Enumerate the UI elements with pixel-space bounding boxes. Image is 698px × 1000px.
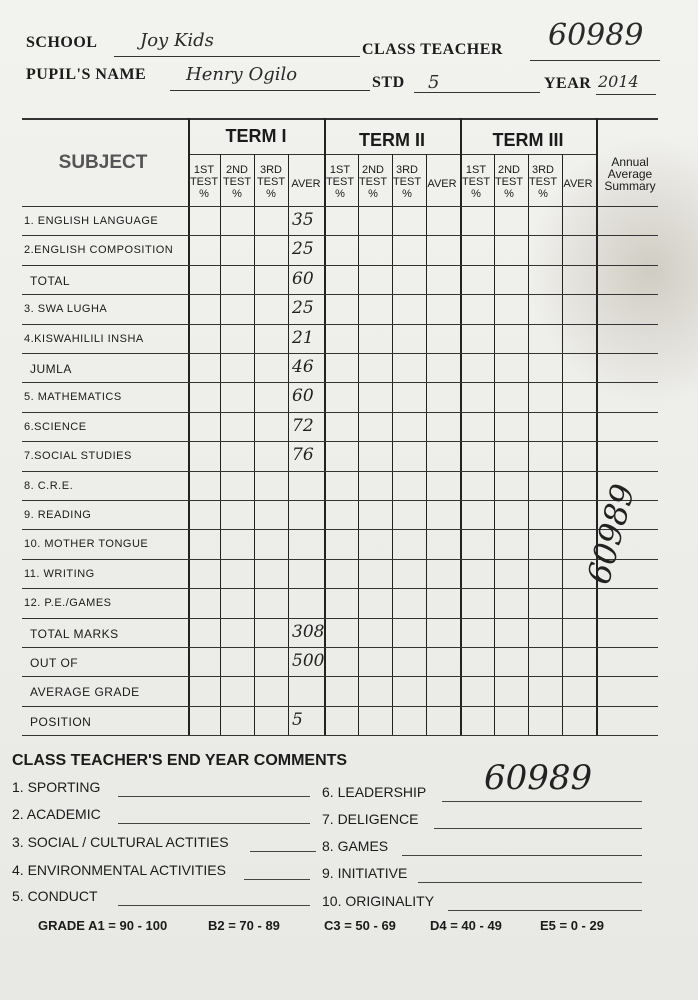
term2-subcol-3: 3RD TEST % [392,164,422,200]
subject-label: 11. WRITING [24,567,95,580]
grade-b2: B2 = 70 - 89 [208,918,280,933]
comment-label-right: 6. LEADERSHIP [322,784,427,800]
term2-subcol-2: 2ND TEST % [358,164,388,200]
comment-label-left: 1. SPORTING [12,779,101,795]
subject-label: 2.ENGLISH COMPOSITION [24,244,174,257]
row-divider [22,618,658,619]
term1-header: TERM I [225,126,287,146]
school-value: Joy Kids [140,30,214,51]
row-divider [22,412,658,413]
school-underline [114,56,360,57]
term1-average-mark: 60 [292,268,314,289]
comment-line-left [118,823,310,824]
subject-label: TOTAL [30,273,71,288]
row-divider [22,529,658,530]
term1-average-mark: 72 [292,415,314,436]
grade-a1: GRADE A1 = 90 - 100 [38,918,168,933]
grade-c3: C3 = 50 - 69 [324,918,396,933]
subject-label: 5. MATHEMATICS [24,391,122,404]
comment-line-left [118,905,310,906]
term3-subcol-3: 3RD TEST % [528,164,558,200]
term2-header: TERM II [359,130,425,150]
row-divider [22,265,658,266]
subject-label: JUMLA [30,362,72,376]
class-teacher-label: CLASS TEACHER [362,41,503,58]
subject-label: POSITION [30,714,92,729]
comment-label-left: 4. ENVIRONMENTAL ACTIVITIES [12,862,226,878]
subject-label: 4.KISWAHILILI INSHA [24,332,144,345]
subject-label: 8. C.R.E. [24,479,74,492]
comment-label-right: 8. GAMES [322,838,389,854]
pupil-name-label: PUPIL'S NAME [26,66,147,83]
comment-label-right: 7. DELIGENCE [322,811,419,827]
grade-e5: E5 = 0 - 29 [540,918,604,933]
comment-line-left [244,879,310,880]
row-divider [22,735,658,736]
row-divider [22,353,658,354]
comments-handwritten-number: 60989 [484,758,593,798]
subject-label: 10. MOTHER TONGUE [24,538,149,551]
comment-line-right [402,855,642,856]
subject-label: TOTAL MARKS [30,626,119,641]
subject-label: 3. SWA LUGHA [24,303,108,316]
comment-line-left [118,796,310,797]
subject-header: SUBJECT [58,152,148,173]
term1-average-mark: 76 [292,445,314,466]
term1-subcol-3: 3RD TEST % [256,164,286,200]
term3-header: TERM III [492,130,564,150]
term3-subcol-2: 2ND TEST % [494,164,524,200]
row-divider [22,559,658,560]
year-value: 2014 [598,72,639,91]
class-teacher-value: 60989 [548,18,644,53]
row-divider [22,676,658,677]
comment-label-right: 9. INITIATIVE [322,865,408,881]
term1-average-mark: 21 [292,327,314,348]
subject-label: 12. P.E./GAMES [24,597,112,610]
comment-line-left [250,851,316,852]
subject-label: 9. READING [24,509,92,521]
comment-label-right: 10. ORIGINALITY [322,893,435,909]
term3-subcol-4: AVER [563,178,593,190]
marks-table [22,118,662,738]
row-divider [22,382,658,383]
row-divider [22,235,658,236]
comment-label-left: 2. ACADEMIC [12,806,101,822]
row-divider [22,324,658,325]
school-label: SCHOOL [26,34,98,51]
subject-label: 7.SOCIAL STUDIES [24,450,132,463]
term1-average-mark: 308 [292,621,325,642]
term1-average-mark: 25 [292,298,314,319]
term1-average-mark: 35 [292,210,314,230]
subject-label: AVERAGE GRADE [30,685,140,700]
term2-subcol-1: 1ST TEST % [325,164,355,200]
year-underline [596,94,656,95]
side-handwritten-number: 60989 [579,479,643,589]
term1-average-mark: 500 [292,651,325,671]
row-divider [22,500,658,501]
pupil-name-underline [170,90,370,91]
class-teacher-underline [530,60,660,61]
subject-label: 6.SCIENCE [24,420,87,433]
pupil-name-value: Henry Ogilo [186,64,298,85]
row-divider [22,588,658,589]
term1-average-mark: 46 [292,357,314,377]
comment-line-right [434,828,642,829]
subject-label: 1. ENGLISH LANGUAGE [24,215,159,227]
comment-line-right [448,910,642,911]
term1-subcol-4: AVER [291,178,321,190]
term1-subcol-1: 1ST TEST % [189,164,219,200]
comment-label-left: 5. CONDUCT [12,888,98,904]
comments-title: CLASS TEACHER'S END YEAR COMMENTS [12,752,348,769]
row-divider [22,471,658,472]
subject-label: OUT OF [30,656,79,670]
row-divider [22,647,658,648]
term3-subcol-1: 1ST TEST % [461,164,491,200]
term1-average-mark: 5 [292,709,303,730]
term2-subcol-4: AVER [427,178,457,190]
row-divider [22,706,658,707]
comment-line-right [442,801,642,802]
year-label: YEAR [544,75,592,92]
term1-average-mark: 60 [292,386,314,407]
comment-line-right [418,882,642,883]
std-value: 5 [428,72,440,93]
row-divider [22,294,658,295]
std-label: STD [372,74,405,91]
table-header-divider [22,206,658,207]
comment-label-left: 3. SOCIAL / CULTURAL ACTITIES [12,834,229,850]
term1-subcol-2: 2ND TEST % [222,164,252,200]
grade-d4: D4 = 40 - 49 [430,918,502,933]
term1-average-mark: 25 [292,239,314,260]
annual-average-header: Annual Average Summary [604,155,656,193]
row-divider [22,441,658,442]
